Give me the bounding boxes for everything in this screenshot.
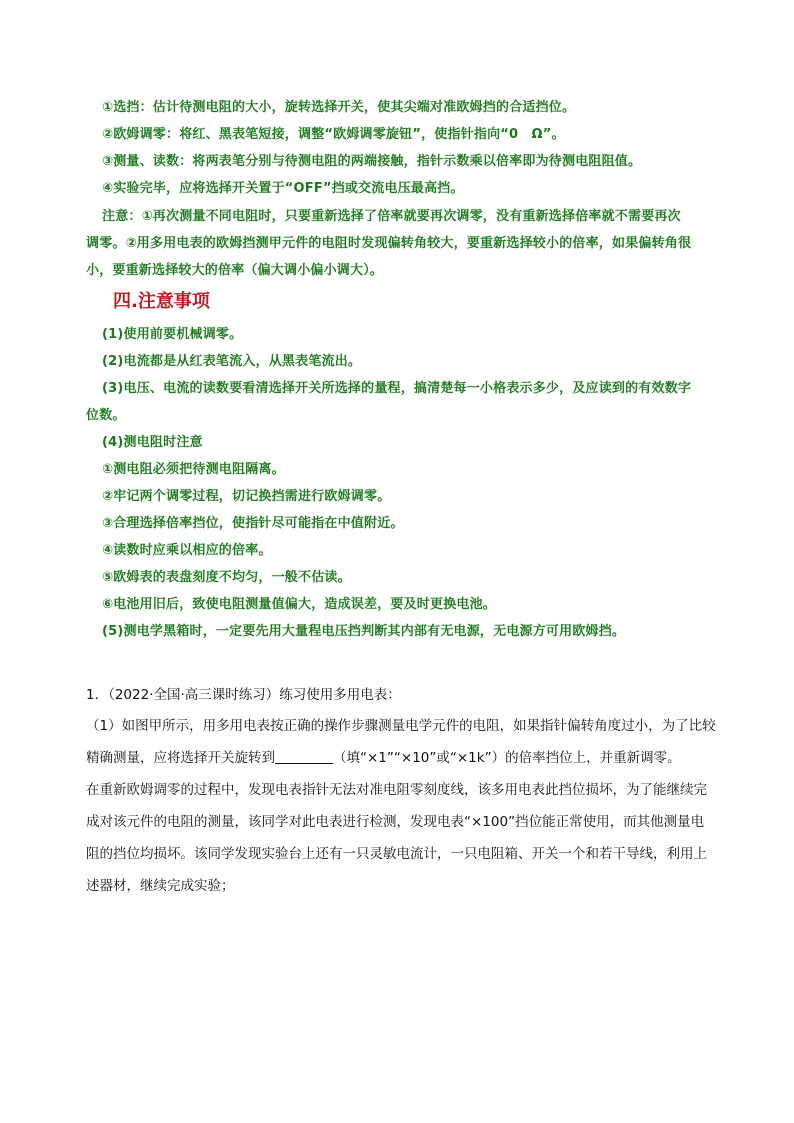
- question-line-1: （1）如图甲所示，用多用电表按正确的操作步骤测量电学元件的电阻，如果指针偏转角度过小，为了比较: [86, 718, 716, 734]
- note-line-2: 调零。②用多用电表的欧姆挡测甲元件的电阻时发现偏转角较大，要重新选择较小的倍率，如果偏转角很: [86, 236, 692, 251]
- question-line-2: [86, 746, 681, 766]
- note-item-4-2: ②牢记两个调零过程，切记换挡需进行欧姆调零。: [102, 489, 391, 504]
- section-title: 四.注意事项: [113, 291, 210, 312]
- question-line-2-pre: 精确测量，应将选择开关旋转到: [86, 750, 275, 766]
- step-1: ①选挡：估计待测电阻的大小，旋转选择开关，使其尖端对准欧姆挡的合适挡位。: [102, 100, 576, 115]
- note-item-4-4: ④读数时应乘以相应的倍率。: [102, 543, 272, 558]
- note-item-4-5: ⑤欧姆表的表盘刻度不均匀，一般不估读。: [102, 570, 351, 585]
- note-item-4: (4)测电阻时注意: [102, 435, 203, 450]
- note-line-3: 小，要重新选择较大的倍率（偏大调小偏小调大）。: [86, 263, 384, 278]
- note-item-3: (3)电压、电流的读数要看清选择开关所选择的量程，搞清楚每一小格表示多少，及应读到的有效数字: [102, 381, 692, 396]
- note-item-4-3: ③合理选择倍率挡位，使指针尽可能指在中值附近。: [102, 516, 404, 531]
- note-item-3-cont: 位数。: [86, 408, 126, 423]
- note-line-1: 注意：①再次测量不同电阻时，只要重新选择了倍率就要再次调零，没有重新选择倍率就不需要再次: [102, 209, 681, 224]
- question-line-3: 在重新欧姆调零的过程中，发现电表指针无法对准电阻零刻度线，该多用电表此挡位损坏，为了能继续完: [86, 782, 707, 798]
- question-header: 1．（2022·全国·高三课时练习）练习使用多用电表：: [86, 687, 401, 703]
- step-2: ②欧姆调零：将红、黑表笔短接，调整“欧姆调零旋钮”，使指针指向“0 Ω”。: [102, 127, 565, 142]
- question-line-2-post: （填“×1”“×10”或“×1k”）的倍率挡位上，并重新调零。: [333, 750, 681, 766]
- note-item-4-1: ①测电阻必须把待测电阻隔离。: [102, 462, 285, 477]
- note-item-2: (2)电流都是从红表笔流入，从黑表笔流出。: [102, 354, 362, 369]
- note-item-4-6: ⑥电池用旧后，致使电阻测量值偏大，造成误差，要及时更换电池。: [102, 597, 497, 612]
- question-line-6: 述器材，继续完成实验；: [86, 878, 235, 894]
- step-4: ④实验完毕，应将选择开关置于“OFF”挡或交流电压最高挡。: [102, 181, 464, 196]
- question-line-5: 阻的挡位均损坏。该同学发现实验台上还有一只灵敏电流计，一只电阻箱、开关一个和若干导线，利用上: [86, 846, 707, 862]
- answer-blank[interactable]: [275, 749, 333, 764]
- note-item-5: (5)测电学黑箱时，一定要先用大量程电压挡判断其内部有无电源，无电源方可用欧姆挡。: [102, 624, 626, 639]
- question-line-4: 成对该元件的电阻的测量，该同学对此电表进行检测，发现电表“×100”挡位能正常使用，而其他测量电: [86, 814, 705, 830]
- note-item-1: (1)使用前要机械调零。: [102, 327, 243, 342]
- step-3: ③测量、读数：将两表笔分别与待测电阻的两端接触，指针示数乘以倍率即为待测电阻阻值。: [102, 154, 642, 169]
